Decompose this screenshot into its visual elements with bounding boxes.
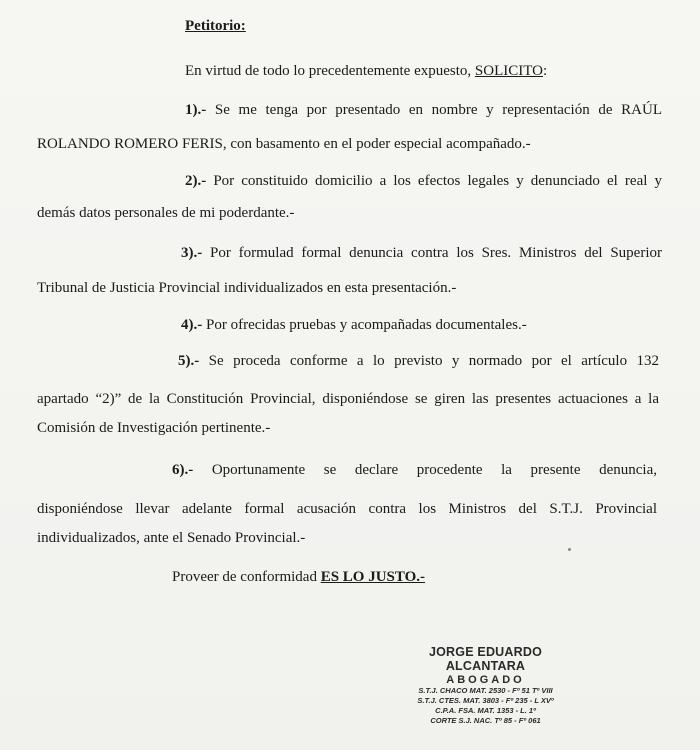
item-5-line-3: Comisión de Investigación pertinente.- (37, 420, 271, 436)
es-lo-justo: ES LO JUSTO.- (320, 569, 426, 585)
item-2-text-1: Por constituido domicilio a los efectos legales y denunciado el real y (206, 173, 662, 189)
item-3-line-1 (181, 241, 662, 265)
item-1-number: 1).- (185, 102, 207, 118)
item-4-text-1: Por ofrecidas pruebas y acompañadas documentales.- (202, 317, 527, 333)
item-2-line-2: demás datos personales de mi poderdante.- (37, 205, 295, 221)
stamp-line-1: S.T.J. CHACO MAT. 2530 - Fº 51 Tº VIII (418, 686, 553, 695)
item-1-line-1 (185, 98, 662, 122)
stamp-line-3: C.P.A. FSA. MAT. 1353 - L. 1º (435, 706, 536, 715)
stamp-line-4: CORTE S.J. NAC. Tº 85 - Fº 061 (430, 716, 541, 725)
item-5-text-1: Se proceda conforme a lo previsto y normado por el artículo 132 (199, 353, 659, 369)
item-5-number: 5).- (178, 353, 200, 369)
intro-text: En virtud de todo lo precedentemente expuesto, (185, 63, 475, 79)
item-6-number: 6).- (172, 462, 194, 478)
item-3-text-1: Por formulad formal denuncia contra los Sres. Ministros del Superior (202, 245, 662, 261)
item-5-line-1 (178, 349, 659, 373)
stamp-line-2: S.T.J. CTES. MAT. 3803 - Fº 235 - L XVº (417, 696, 554, 705)
stamp-title: ABOGADO (446, 674, 525, 686)
paper-speck (568, 548, 571, 551)
item-2-line-1 (185, 169, 662, 193)
intro-colon: : (542, 63, 548, 79)
item-5-line-2: apartado “2)” de la Constitución Provincial, disponiéndose se giren las presentes actuaciones a la (37, 391, 659, 407)
item-1-text-1: Se me tenga por presentado en nombre y representación de RAÚL (206, 102, 662, 118)
closing-text: Proveer de conformidad (172, 569, 321, 585)
item-6-line-1 (172, 458, 657, 482)
item-3-number: 3).- (181, 245, 203, 261)
item-1-line-2: ROLANDO ROMERO FERIS, con basamento en el poder especial acompañado.- (37, 136, 531, 152)
item-4-number: 4).- (181, 317, 203, 333)
intro-paragraph (185, 59, 547, 83)
item-6-text-1: Oportunamente se declare procedente la presente denuncia, (193, 462, 657, 478)
solicito-word: SOLICITO (474, 63, 543, 79)
item-4-line-1 (181, 313, 527, 337)
lawyer-stamp (398, 645, 573, 726)
item-6-line-2: disponiéndose llevar adelante formal acusación contra los Ministros del S.T.J. Provincial (37, 501, 657, 517)
item-2-number: 2).- (185, 173, 207, 189)
petitorio-heading: Petitorio: (185, 18, 246, 34)
item-6-line-3: individualizados, ante el Senado Provincial.- (37, 530, 306, 546)
item-3-line-2: Tribunal de Justicia Provincial individualizados en esta presentación.- (37, 280, 457, 296)
stamp-name: JORGE EDUARDO ALCANTARA (428, 645, 543, 673)
closing-line (172, 565, 425, 589)
